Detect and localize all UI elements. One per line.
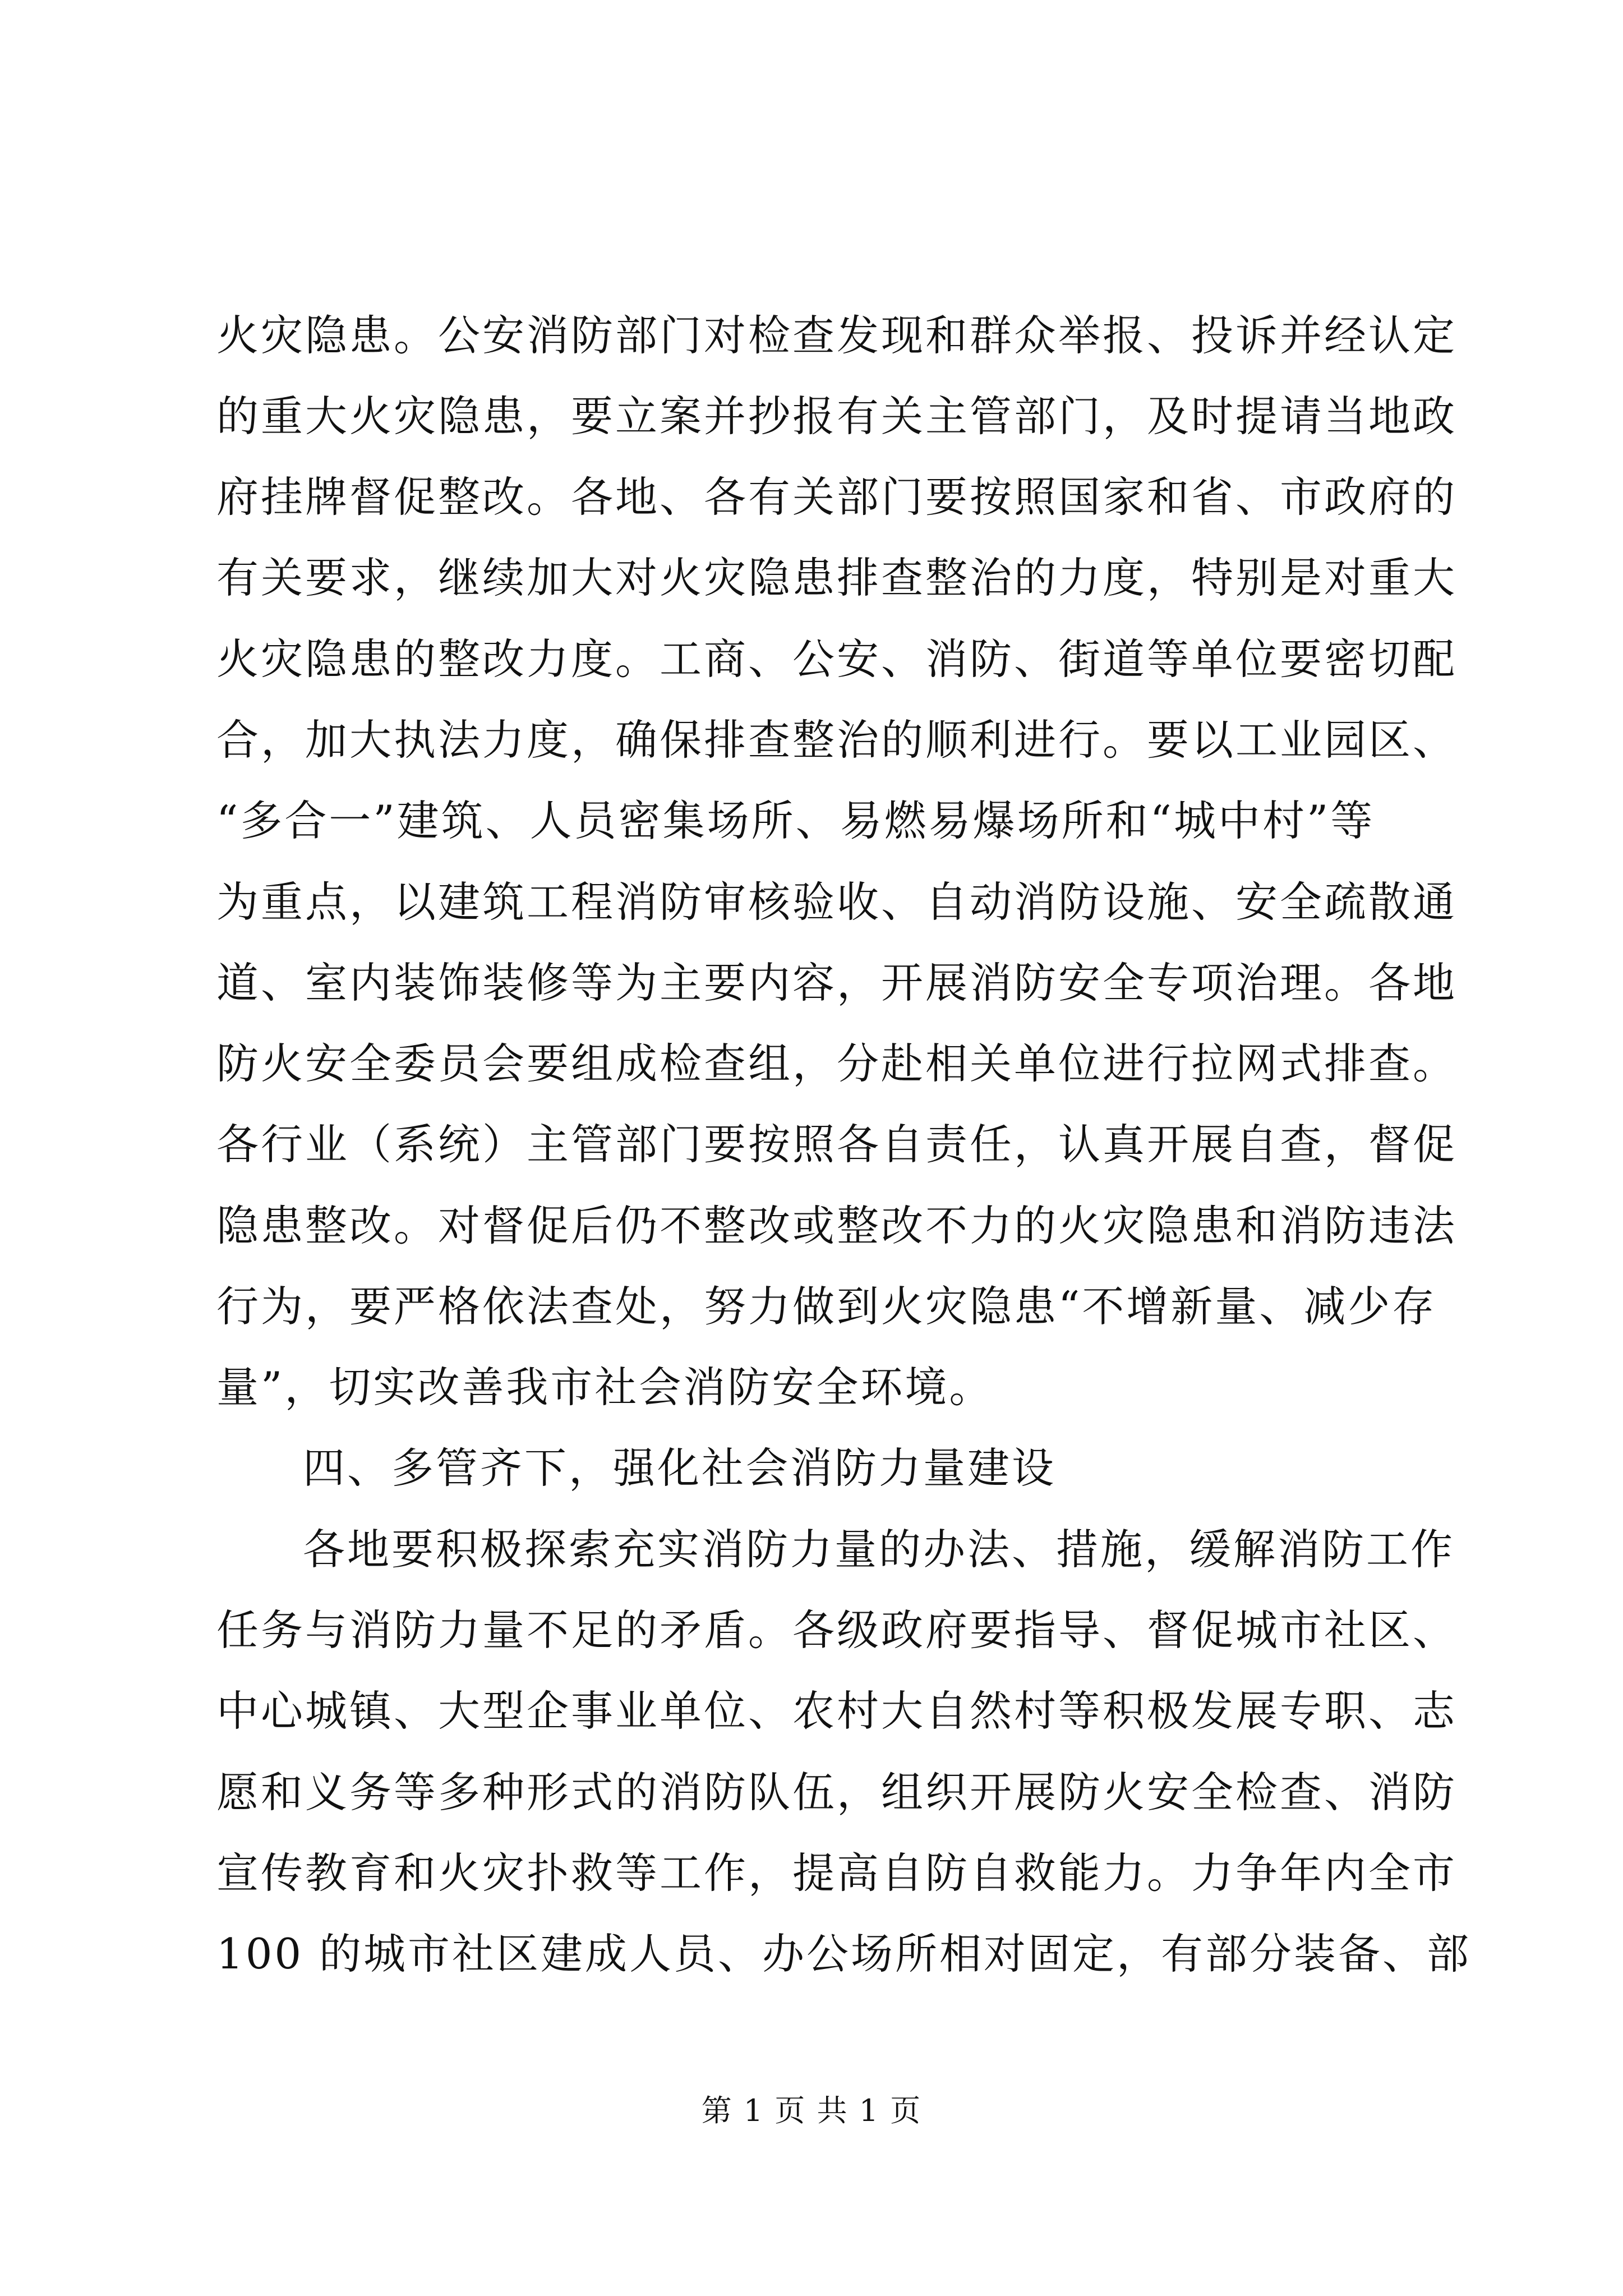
body-line-14: 量”，切实改善我市社会消防安全环境。 (216, 1363, 994, 1412)
section-heading: 四、多管齐下，强化社会消防力量建设 (303, 1443, 1057, 1493)
body-line-19: 愿和义务等多种形式的消防队伍，组织开展防火安全检查、消防 (216, 1768, 1458, 1817)
body-line-4: 有关要求，继续加大对火灾隐患排查整治的力度，特别是对重大 (216, 553, 1458, 602)
body-line-13: 行为，要严格依法查处，努力做到火灾隐患“不增新量、减少存 (216, 1282, 1437, 1331)
page-footer: 第 1 页 共 1 页 (701, 2093, 922, 2128)
body-line-8: 为重点，以建筑工程消防审核验收、自动消防设施、安全疏散通 (216, 877, 1458, 927)
body-line-10: 防火安全委员会要组成检查组，分赴相关单位进行拉网式排查。 (216, 1039, 1458, 1088)
body-line-5: 火灾隐患的整改力度。工商、公安、消防、街道等单位要密切配 (216, 634, 1458, 684)
body-line-16: 各地要积极探索充实消防力量的办法、措施，缓解消防工作 (303, 1525, 1455, 1574)
body-line-18: 中心城镇、大型企事业单位、农村大自然村等积极发展专职、志 (216, 1686, 1458, 1736)
body-line-3: 府挂牌督促整改。各地、各有关部门要按照国家和省、市政府的 (216, 472, 1458, 522)
body-line-6: 合，加大执法力度，确保排查整治的顺利进行。要以工业园区、 (216, 715, 1458, 765)
body-line-2: 的重大火灾隐患，要立案并抄报有关主管部门，及时提请当地政 (216, 392, 1458, 441)
body-line-21: 100 的城市社区建成人员、办公场所相对固定，有部分装备、部 (216, 1929, 1471, 1978)
body-line-11: 各行业（系统）主管部门要按照各自责任，认真开展自查，督促 (216, 1120, 1458, 1169)
body-line-20: 宣传教育和火灾扑救等工作，提高自防自救能力。力争年内全市 (216, 1848, 1458, 1898)
body-line-9: 道、室内装饰装修等为主要内容，开展消防安全专项治理。各地 (216, 958, 1458, 1007)
body-line-7: “多合一”建筑、人员密集场所、易燃易爆场所和“城中村”等 (216, 796, 1375, 845)
body-line-12: 隐患整改。对督促后仍不整改或整改不力的火灾隐患和消防违法 (216, 1201, 1458, 1250)
body-line-1: 火灾隐患。公安消防部门对检查发现和群众举报、投诉并经认定 (216, 311, 1458, 360)
body-line-17: 任务与消防力量不足的矛盾。各级政府要指导、督促城市社区、 (216, 1605, 1458, 1655)
